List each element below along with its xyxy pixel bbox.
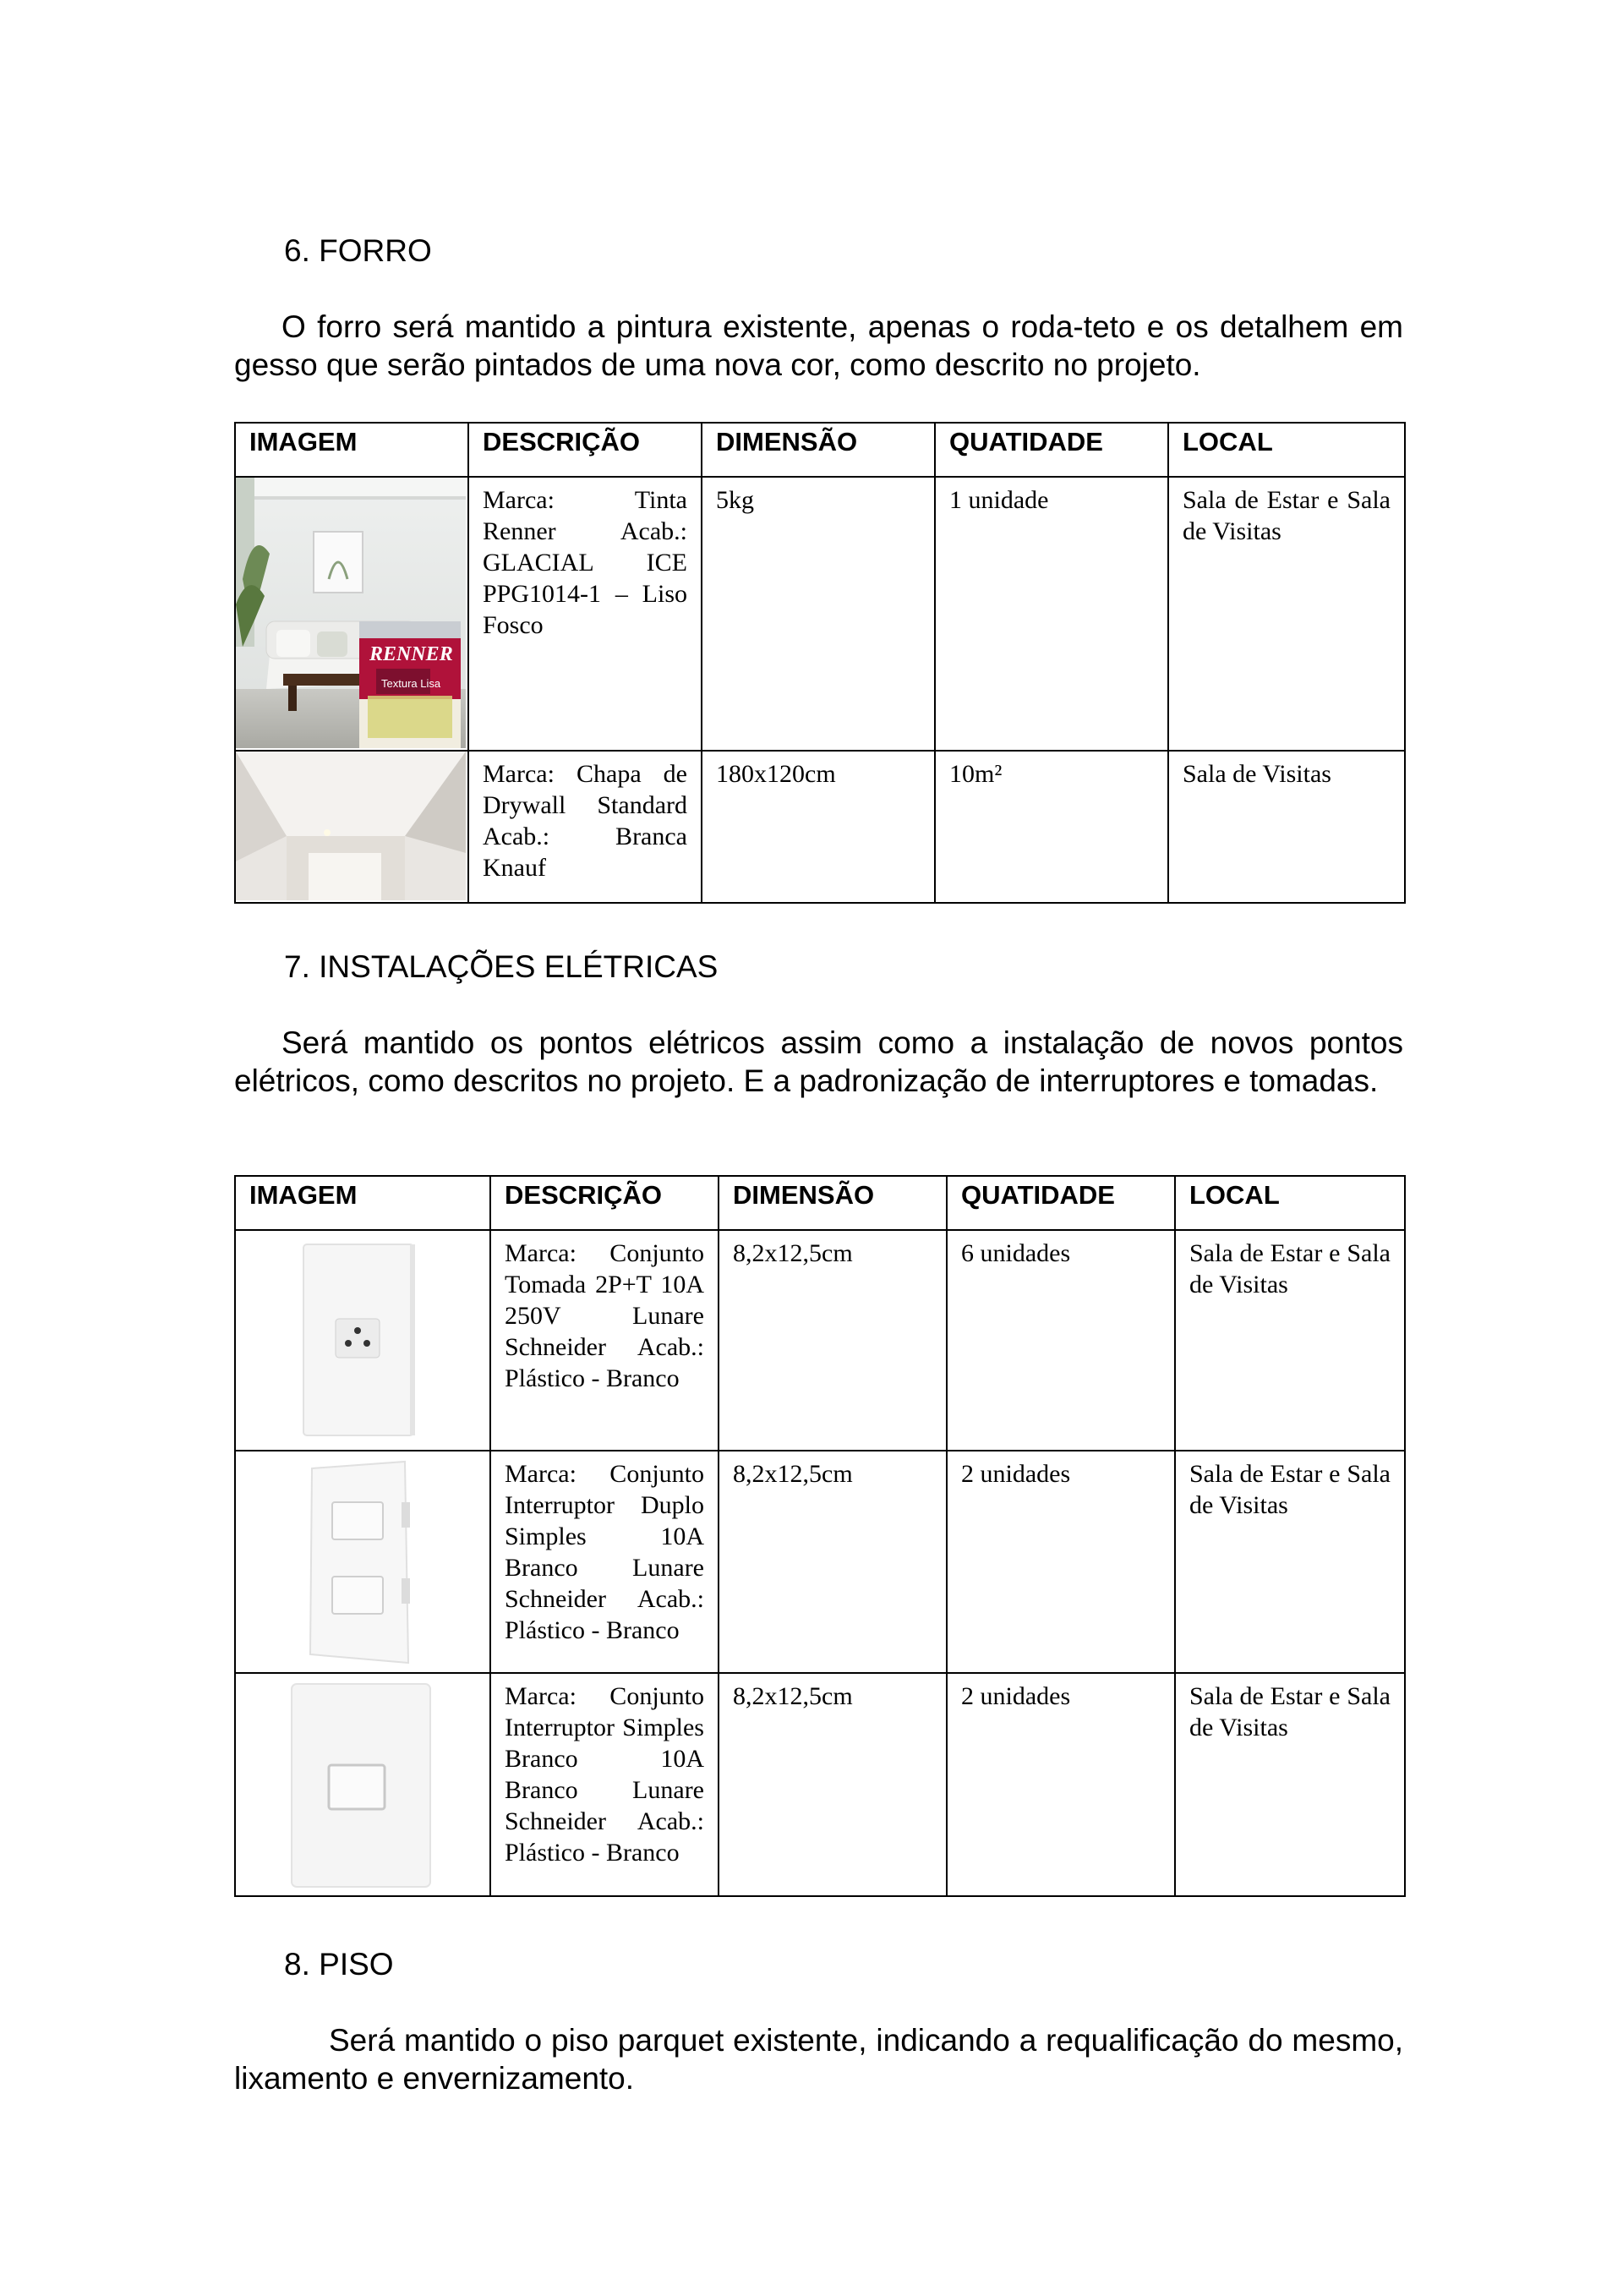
table-row <box>235 1230 1405 1451</box>
header-local: LOCAL <box>1175 1176 1405 1230</box>
local-cell: Sala de Estar e Sala de Visitas <box>1168 477 1405 751</box>
paint-can-room-image <box>235 477 468 751</box>
table-row <box>235 477 1405 751</box>
table-header-row <box>235 423 1405 477</box>
description-cell: Marca: Chapa de Drywall Standard Acab.: Branca Knauf <box>468 751 702 903</box>
eletricas-materials-table <box>234 1175 1406 1897</box>
dimension-cell: 8,2x12,5cm <box>719 1230 947 1451</box>
section-heading-piso: 8. PISO <box>284 1947 394 1982</box>
local-cell: Sala de Estar e Sala de Visitas <box>1175 1451 1405 1673</box>
header-local: LOCAL <box>1168 423 1405 477</box>
section-paragraph-instalacoes-eletricas: Será mantido os pontos elétricos assim como a instalação de novos pontos elétricos, como descritos no projeto. E a padronização de interruptores e tomadas. <box>234 1025 1403 1098</box>
drywall-ceiling-image <box>235 751 468 903</box>
dimension-cell: 8,2x12,5cm <box>719 1673 947 1896</box>
description-cell: Marca: Conjunto Interruptor Duplo Simples 10A Branco Lunare Schneider Acab.: Plástico - Branco <box>490 1451 719 1673</box>
renner-logo-text: RENNER <box>369 643 453 665</box>
outlet-image <box>235 1230 490 1451</box>
description-cell: Marca: Conjunto Tomada 2P+T 10A 250V Lunare Schneider Acab.: Plástico - Branco <box>490 1230 719 1451</box>
section-heading-forro: 6. FORRO <box>284 233 432 268</box>
description-cell: Marca: Conjunto Interruptor Simples Branco 10A Branco Lunare Schneider Acab.: Plástico - Branco <box>490 1673 719 1896</box>
quantity-cell: 1 unidade <box>935 477 1168 751</box>
dimension-cell: 180x120cm <box>702 751 935 903</box>
quantity-cell: 2 unidades <box>947 1451 1175 1673</box>
header-quantidade: QUATIDADE <box>947 1176 1175 1230</box>
quantity-cell: 6 unidades <box>947 1230 1175 1451</box>
header-imagem: IMAGEM <box>235 1176 490 1230</box>
forro-materials-table <box>234 422 1406 904</box>
single-switch-image <box>235 1673 490 1896</box>
local-cell: Sala de Visitas <box>1168 751 1405 903</box>
quantity-cell: 10m² <box>935 751 1168 903</box>
header-descricao: DESCRIÇÃO <box>490 1176 719 1230</box>
section-heading-instalacoes-eletricas: 7. INSTALAÇÕES ELÉTRICAS <box>284 949 719 984</box>
quantity-cell: 2 unidades <box>947 1673 1175 1896</box>
table-row <box>235 751 1405 903</box>
dimension-cell: 5kg <box>702 477 935 751</box>
header-quantidade: QUATIDADE <box>935 423 1168 477</box>
section-paragraph-piso: Será mantido o piso parquet existente, indicando a requalificação do mesmo, lixamento e envernizamento. <box>234 2023 1403 2096</box>
dimension-cell: 8,2x12,5cm <box>719 1451 947 1673</box>
section-paragraph-forro: O forro será mantido a pintura existente, apenas o roda-teto e os detalhem em gesso que serão pintados de uma nova cor, como descrito no projeto. <box>234 309 1403 382</box>
table-row <box>235 1673 1405 1896</box>
table-row <box>235 1451 1405 1673</box>
local-cell: Sala de Estar e Sala de Visitas <box>1175 1230 1405 1451</box>
header-dimensao: DIMENSÃO <box>702 423 935 477</box>
textura-lisa-label: Textura Lisa <box>381 677 441 690</box>
header-descricao: DESCRIÇÃO <box>468 423 702 477</box>
table-header-row <box>235 1176 1405 1230</box>
local-cell: Sala de Estar e Sala de Visitas <box>1175 1673 1405 1896</box>
double-switch-image <box>235 1451 490 1673</box>
header-dimensao: DIMENSÃO <box>719 1176 947 1230</box>
header-imagem: IMAGEM <box>235 423 468 477</box>
description-cell: Marca: Tinta Renner Acab.: GLACIAL ICE PPG1014-1 – Liso Fosco <box>468 477 702 751</box>
